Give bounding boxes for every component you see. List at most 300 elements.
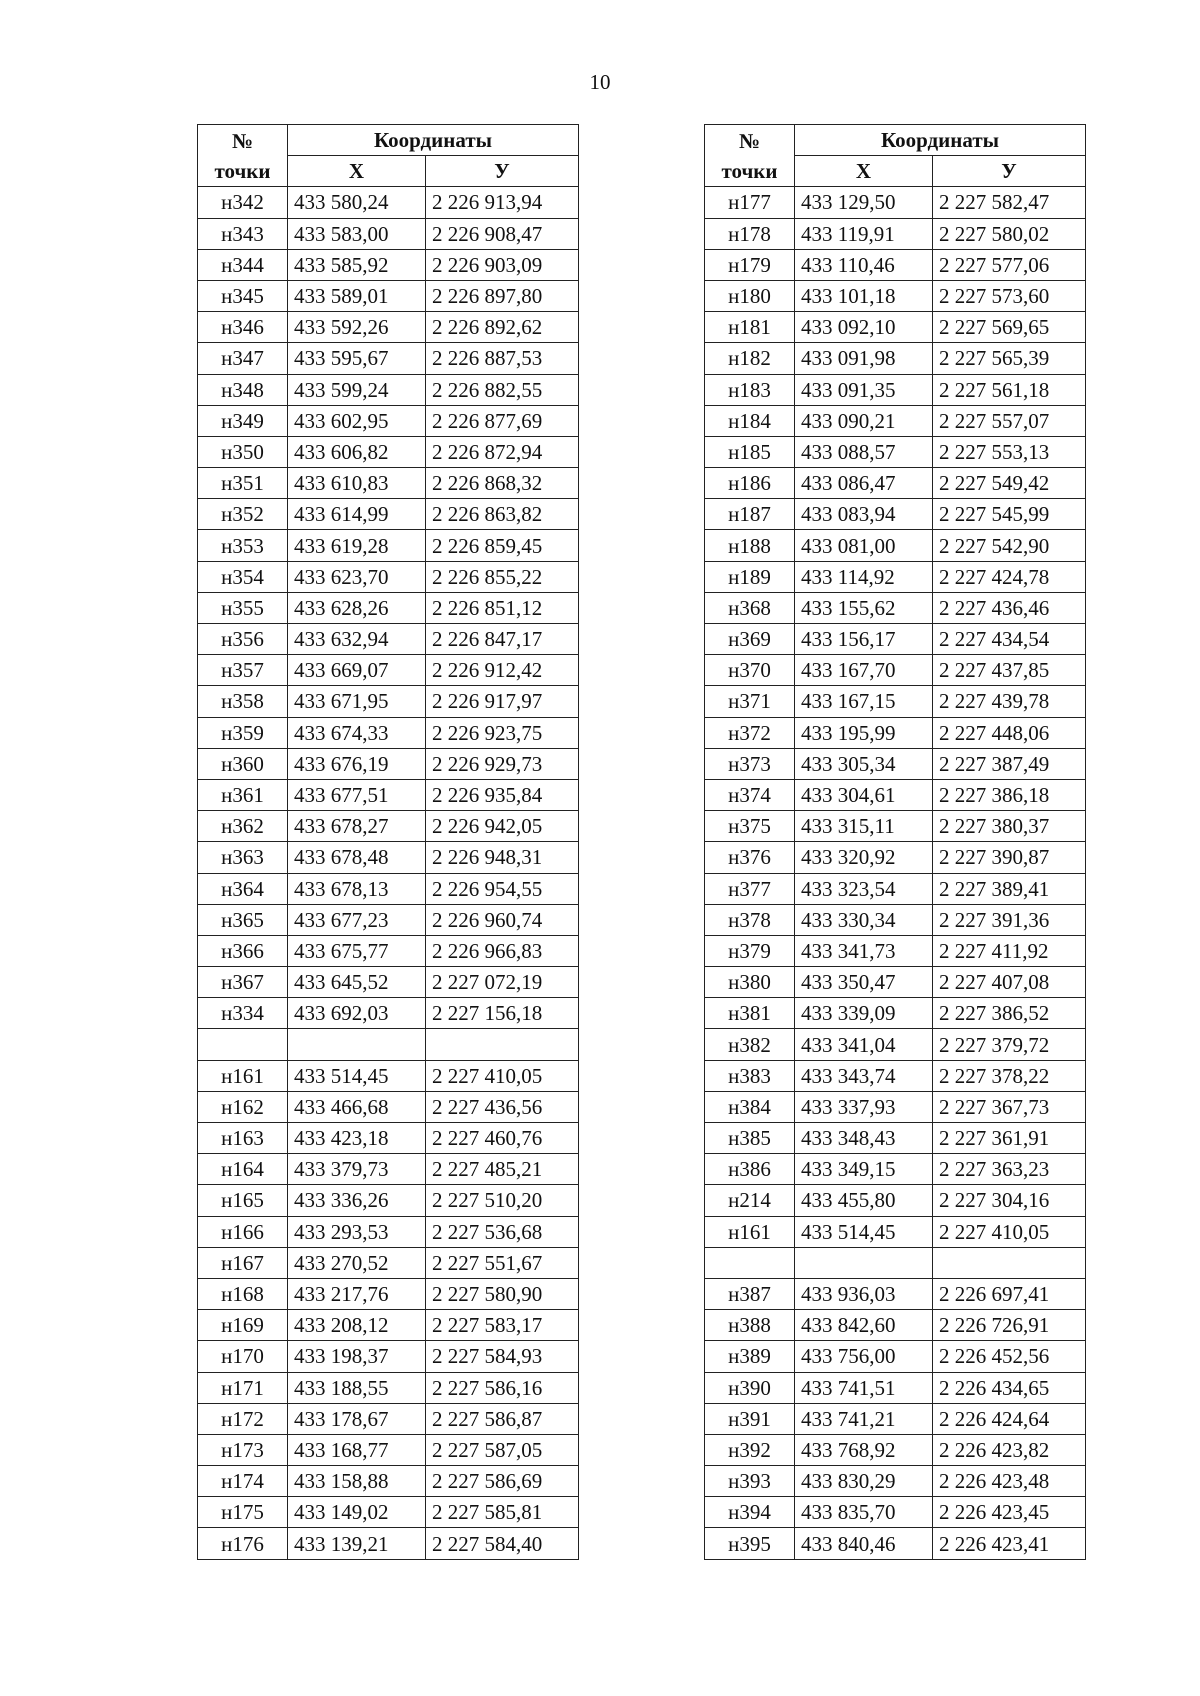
x-coordinate-cell: 433 091,98 [795,343,933,374]
y-coordinate-cell: 2 226 923,75 [426,717,579,748]
point-number-cell: н380 [705,967,795,998]
point-number-cell: н354 [198,561,288,592]
y-coordinate-cell: 2 227 580,02 [933,218,1086,249]
table-row [705,343,1086,374]
x-coordinate-cell: 433 217,76 [288,1278,426,1309]
x-header: Х [795,156,933,187]
point-number-cell: н366 [198,935,288,966]
table-row [705,873,1086,904]
point-number-cell: н393 [705,1466,795,1497]
y-coordinate-cell: 2 226 855,22 [426,561,579,592]
point-number-cell: н188 [705,530,795,561]
y-coordinate-cell: 2 227 156,18 [426,998,579,1029]
y-coordinate-cell [933,1247,1086,1278]
x-coordinate-cell: 433 671,95 [288,686,426,717]
table-row [198,1185,579,1216]
table-row [198,1060,579,1091]
table-row [198,811,579,842]
x-coordinate-cell: 433 336,26 [288,1185,426,1216]
table-row [198,655,579,686]
x-coordinate-cell: 433 602,95 [288,405,426,436]
y-coordinate-cell: 2 226 892,62 [426,312,579,343]
point-label: точки [721,158,778,183]
table-row [198,1372,579,1403]
coordinates-header: Координаты [795,125,1086,156]
x-coordinate-cell: 433 341,73 [795,935,933,966]
point-number-header [705,125,795,187]
x-coordinate-cell [795,1247,933,1278]
x-coordinate-cell: 433 595,67 [288,343,426,374]
x-coordinate-cell: 433 614,99 [288,499,426,530]
x-coordinate-cell: 433 580,24 [288,187,426,218]
y-coordinate-cell: 2 227 410,05 [426,1060,579,1091]
y-coordinate-cell: 2 226 966,83 [426,935,579,966]
table-row [198,1403,579,1434]
y-coordinate-cell: 2 227 586,87 [426,1403,579,1434]
x-coordinate-cell: 433 423,18 [288,1123,426,1154]
x-coordinate-cell: 433 678,27 [288,811,426,842]
point-number-cell: н382 [705,1029,795,1060]
y-coordinate-cell: 2 226 697,41 [933,1278,1086,1309]
y-coordinate-cell: 2 227 439,78 [933,686,1086,717]
y-coordinate-cell: 2 227 390,87 [933,842,1086,873]
point-number-cell: н361 [198,779,288,810]
y-coordinate-cell: 2 226 423,82 [933,1434,1086,1465]
point-number-cell: н162 [198,1091,288,1122]
table-row [705,374,1086,405]
point-number-cell: н161 [705,1216,795,1247]
x-coordinate-cell: 433 178,67 [288,1403,426,1434]
table-row [705,1341,1086,1372]
point-number-cell: н172 [198,1403,288,1434]
x-coordinate-cell: 433 830,29 [795,1466,933,1497]
y-coordinate-cell: 2 227 485,21 [426,1154,579,1185]
point-number-cell: н342 [198,187,288,218]
y-coordinate-cell: 2 227 378,22 [933,1060,1086,1091]
x-coordinate-cell: 433 304,61 [795,779,933,810]
x-coordinate-cell: 433 158,88 [288,1466,426,1497]
x-coordinate-cell: 433 348,43 [795,1123,933,1154]
point-number-cell: н355 [198,592,288,623]
point-number-cell: н390 [705,1372,795,1403]
y-coordinate-cell: 2 227 407,08 [933,967,1086,998]
table-row [198,779,579,810]
y-coordinate-cell: 2 227 424,78 [933,561,1086,592]
y-coordinate-cell: 2 227 584,93 [426,1341,579,1372]
table-row [198,904,579,935]
table-row [198,1310,579,1341]
point-number-cell: н347 [198,343,288,374]
x-coordinate-cell: 433 156,17 [795,624,933,655]
y-coordinate-cell: 2 226 851,12 [426,592,579,623]
y-coordinate-cell: 2 226 903,09 [426,249,579,280]
point-number-cell: н180 [705,280,795,311]
x-coordinate-cell: 433 768,92 [795,1434,933,1465]
table-row [198,1341,579,1372]
y-coordinate-cell: 2 227 391,36 [933,904,1086,935]
x-coordinate-cell: 433 349,15 [795,1154,933,1185]
y-coordinate-cell: 2 226 929,73 [426,748,579,779]
point-number-cell: н356 [198,624,288,655]
point-number-cell: н369 [705,624,795,655]
x-coordinate-cell: 433 741,51 [795,1372,933,1403]
x-coordinate-cell: 433 188,55 [288,1372,426,1403]
table-body [705,187,1086,1559]
y-coordinate-cell: 2 226 859,45 [426,530,579,561]
y-coordinate-cell: 2 227 363,23 [933,1154,1086,1185]
point-number-cell: н363 [198,842,288,873]
point-number-cell: н368 [705,592,795,623]
table-row [705,748,1086,779]
table-row [198,1528,579,1559]
x-coordinate-cell: 433 741,21 [795,1403,933,1434]
x-coordinate-cell: 433 678,13 [288,873,426,904]
x-coordinate-cell: 433 270,52 [288,1247,426,1278]
table-row [705,1278,1086,1309]
table-row [198,717,579,748]
point-number-cell: н164 [198,1154,288,1185]
table-row [198,1154,579,1185]
point-number-cell: н362 [198,811,288,842]
y-coordinate-cell: 2 226 913,94 [426,187,579,218]
y-coordinate-cell [426,1029,579,1060]
point-number-cell: н343 [198,218,288,249]
point-number-cell: н350 [198,436,288,467]
x-coordinate-cell: 433 167,15 [795,686,933,717]
y-coordinate-cell: 2 226 897,80 [426,280,579,311]
x-coordinate-cell: 433 692,03 [288,998,426,1029]
x-coordinate-cell: 433 293,53 [288,1216,426,1247]
point-number-cell: н345 [198,280,288,311]
x-coordinate-cell: 433 645,52 [288,967,426,998]
point-number-cell: н381 [705,998,795,1029]
point-number-cell: н187 [705,499,795,530]
table-row [198,1434,579,1465]
y-coordinate-cell: 2 226 847,17 [426,624,579,655]
x-coordinate-cell: 433 842,60 [795,1310,933,1341]
y-coordinate-cell: 2 227 386,18 [933,779,1086,810]
y-coordinate-cell: 2 227 582,47 [933,187,1086,218]
x-coordinate-cell: 433 677,51 [288,779,426,810]
y-coordinate-cell: 2 227 573,60 [933,280,1086,311]
point-number-cell: н387 [705,1278,795,1309]
y-coordinate-cell: 2 226 908,47 [426,218,579,249]
y-coordinate-cell: 2 227 586,69 [426,1466,579,1497]
table-row [198,748,579,779]
y-coordinate-cell: 2 227 389,41 [933,873,1086,904]
point-number-cell: н386 [705,1154,795,1185]
y-coordinate-cell: 2 227 386,52 [933,998,1086,1029]
y-coordinate-cell: 2 226 960,74 [426,904,579,935]
point-number-cell: н185 [705,436,795,467]
x-coordinate-cell: 433 305,34 [795,748,933,779]
y-coordinate-cell: 2 227 565,39 [933,343,1086,374]
table-row [198,1091,579,1122]
x-coordinate-cell: 433 840,46 [795,1528,933,1559]
y-coordinate-cell: 2 227 545,99 [933,499,1086,530]
point-number-cell: н183 [705,374,795,405]
table-row [705,1403,1086,1434]
x-header: Х [288,156,426,187]
x-coordinate-cell: 433 101,18 [795,280,933,311]
y-coordinate-cell: 2 226 863,82 [426,499,579,530]
y-coordinate-cell: 2 226 868,32 [426,468,579,499]
y-header: У [426,156,579,187]
x-coordinate-cell: 433 606,82 [288,436,426,467]
point-number-cell: н181 [705,312,795,343]
point-number-cell: н169 [198,1310,288,1341]
table-row [705,967,1086,998]
table-row [198,1216,579,1247]
x-coordinate-cell: 433 623,70 [288,561,426,592]
point-number-cell: н383 [705,1060,795,1091]
y-coordinate-cell: 2 227 557,07 [933,405,1086,436]
table-row [705,405,1086,436]
table-row [705,655,1086,686]
point-number-cell: н182 [705,343,795,374]
table-row [198,436,579,467]
table-row [198,967,579,998]
y-coordinate-cell: 2 226 423,41 [933,1528,1086,1559]
table-row [198,561,579,592]
point-number-cell: н353 [198,530,288,561]
x-coordinate-cell: 433 167,70 [795,655,933,686]
point-number-cell: н179 [705,249,795,280]
x-coordinate-cell: 433 455,80 [795,1185,933,1216]
x-coordinate-cell: 433 195,99 [795,717,933,748]
point-number-cell: н351 [198,468,288,499]
table-body [198,187,579,1559]
table-row [705,842,1086,873]
table-row [705,1060,1086,1091]
table-row [198,499,579,530]
table-row [198,1029,579,1060]
table-row [705,249,1086,280]
number-sign-label: № [738,128,761,153]
table-row [705,1029,1086,1060]
x-coordinate-cell: 433 330,34 [795,904,933,935]
point-number-cell [705,1247,795,1278]
point-number-cell: н367 [198,967,288,998]
table-row [705,187,1086,218]
point-number-cell: н178 [705,218,795,249]
y-coordinate-cell: 2 227 361,91 [933,1123,1086,1154]
y-coordinate-cell: 2 227 410,05 [933,1216,1086,1247]
x-coordinate-cell: 433 514,45 [288,1060,426,1091]
x-coordinate-cell: 433 628,26 [288,592,426,623]
x-coordinate-cell: 433 936,03 [795,1278,933,1309]
x-coordinate-cell: 433 088,57 [795,436,933,467]
x-coordinate-cell: 433 149,02 [288,1497,426,1528]
y-coordinate-cell: 2 227 460,76 [426,1123,579,1154]
y-coordinate-cell: 2 227 434,54 [933,624,1086,655]
point-number-cell: н359 [198,717,288,748]
y-coordinate-cell: 2 226 882,55 [426,374,579,405]
table-row [705,1091,1086,1122]
table-row [705,530,1086,561]
table-row [705,1123,1086,1154]
x-coordinate-cell: 433 350,47 [795,967,933,998]
point-number-cell: н377 [705,873,795,904]
table-row [705,1185,1086,1216]
point-number-cell: н184 [705,405,795,436]
x-coordinate-cell [288,1029,426,1060]
y-coordinate-cell: 2 226 423,48 [933,1466,1086,1497]
coordinates-table-right [704,124,1086,1560]
y-coordinate-cell: 2 227 549,42 [933,468,1086,499]
point-number-cell: н394 [705,1497,795,1528]
x-coordinate-cell: 433 155,62 [795,592,933,623]
point-number-cell: н372 [705,717,795,748]
table-row [198,686,579,717]
coordinates-header: Координаты [288,125,579,156]
x-coordinate-cell: 433 676,19 [288,748,426,779]
y-coordinate-cell: 2 227 436,56 [426,1091,579,1122]
x-coordinate-cell: 433 119,91 [795,218,933,249]
table-row [198,530,579,561]
x-coordinate-cell: 433 114,92 [795,561,933,592]
table-row [198,1497,579,1528]
y-coordinate-cell: 2 227 551,67 [426,1247,579,1278]
y-coordinate-cell: 2 226 948,31 [426,842,579,873]
x-coordinate-cell: 433 110,46 [795,249,933,280]
x-coordinate-cell: 433 583,00 [288,218,426,249]
point-number-cell: н376 [705,842,795,873]
table-row [705,904,1086,935]
point-number-cell: н378 [705,904,795,935]
x-coordinate-cell: 433 343,74 [795,1060,933,1091]
x-coordinate-cell: 433 589,01 [288,280,426,311]
x-coordinate-cell: 433 585,92 [288,249,426,280]
point-number-cell: н360 [198,748,288,779]
x-coordinate-cell: 433 083,94 [795,499,933,530]
x-coordinate-cell: 433 610,83 [288,468,426,499]
y-coordinate-cell: 2 227 585,81 [426,1497,579,1528]
number-sign-label: № [231,128,254,153]
y-coordinate-cell: 2 226 954,55 [426,873,579,904]
y-coordinate-cell: 2 227 367,73 [933,1091,1086,1122]
point-number-cell: н365 [198,904,288,935]
point-number-cell: н344 [198,249,288,280]
point-number-cell: н357 [198,655,288,686]
x-coordinate-cell: 433 092,10 [795,312,933,343]
y-coordinate-cell: 2 226 726,91 [933,1310,1086,1341]
point-number-cell: н186 [705,468,795,499]
table-row [705,436,1086,467]
y-coordinate-cell: 2 226 887,53 [426,343,579,374]
table-row [198,592,579,623]
point-number-cell: н166 [198,1216,288,1247]
table-row [705,624,1086,655]
table-row [198,935,579,966]
y-coordinate-cell: 2 226 872,94 [426,436,579,467]
table-row [198,405,579,436]
table-row [198,187,579,218]
table-row [705,468,1086,499]
table-row [705,561,1086,592]
x-coordinate-cell: 433 320,92 [795,842,933,873]
y-coordinate-cell: 2 226 935,84 [426,779,579,810]
y-coordinate-cell: 2 227 569,65 [933,312,1086,343]
y-coordinate-cell: 2 226 434,65 [933,1372,1086,1403]
table-row [198,998,579,1029]
x-coordinate-cell: 433 592,26 [288,312,426,343]
y-coordinate-cell: 2 227 586,16 [426,1372,579,1403]
y-coordinate-cell: 2 226 942,05 [426,811,579,842]
table-row [198,842,579,873]
table-row [705,1216,1086,1247]
point-number-header [198,125,288,187]
table-row [705,1528,1086,1559]
point-number-cell: н214 [705,1185,795,1216]
y-header: У [933,156,1086,187]
x-coordinate-cell: 433 619,28 [288,530,426,561]
x-coordinate-cell: 433 315,11 [795,811,933,842]
table-row [198,873,579,904]
y-coordinate-cell: 2 227 584,40 [426,1528,579,1559]
point-number-cell: н395 [705,1528,795,1559]
x-coordinate-cell: 433 090,21 [795,405,933,436]
table-row [705,218,1086,249]
page-number: 10 [589,70,611,94]
table-row [705,811,1086,842]
table-row [198,1466,579,1497]
x-coordinate-cell: 433 341,04 [795,1029,933,1060]
point-number-cell: н334 [198,998,288,1029]
x-coordinate-cell: 433 514,45 [795,1216,933,1247]
point-number-cell: н189 [705,561,795,592]
table-row [198,624,579,655]
point-number-cell: н348 [198,374,288,405]
table-row [705,998,1086,1029]
x-coordinate-cell: 433 675,77 [288,935,426,966]
y-coordinate-cell: 2 226 917,97 [426,686,579,717]
table-row [198,312,579,343]
point-number-cell: н163 [198,1123,288,1154]
y-coordinate-cell: 2 227 561,18 [933,374,1086,405]
y-coordinate-cell: 2 227 448,06 [933,717,1086,748]
point-number-cell: н167 [198,1247,288,1278]
y-coordinate-cell: 2 226 424,64 [933,1403,1086,1434]
point-number-cell: н384 [705,1091,795,1122]
table-row [705,686,1086,717]
x-coordinate-cell: 433 677,23 [288,904,426,935]
x-coordinate-cell: 433 339,09 [795,998,933,1029]
y-coordinate-cell: 2 227 583,17 [426,1310,579,1341]
table-row [198,249,579,280]
table-row [198,1278,579,1309]
point-number-cell: н370 [705,655,795,686]
point-number-cell: н168 [198,1278,288,1309]
point-number-cell: н165 [198,1185,288,1216]
coordinates-table-left [197,124,579,1560]
y-coordinate-cell: 2 227 580,90 [426,1278,579,1309]
x-coordinate-cell: 433 599,24 [288,374,426,405]
point-number-cell: н389 [705,1341,795,1372]
x-coordinate-cell: 433 086,47 [795,468,933,499]
point-number-cell: н352 [198,499,288,530]
x-coordinate-cell: 433 129,50 [795,187,933,218]
y-coordinate-cell: 2 226 912,42 [426,655,579,686]
y-coordinate-cell: 2 226 877,69 [426,405,579,436]
table-row [198,1123,579,1154]
y-coordinate-cell: 2 227 542,90 [933,530,1086,561]
table-row [198,1247,579,1278]
point-number-cell: н373 [705,748,795,779]
point-number-cell: н174 [198,1466,288,1497]
x-coordinate-cell: 433 678,48 [288,842,426,873]
table-row [705,1310,1086,1341]
